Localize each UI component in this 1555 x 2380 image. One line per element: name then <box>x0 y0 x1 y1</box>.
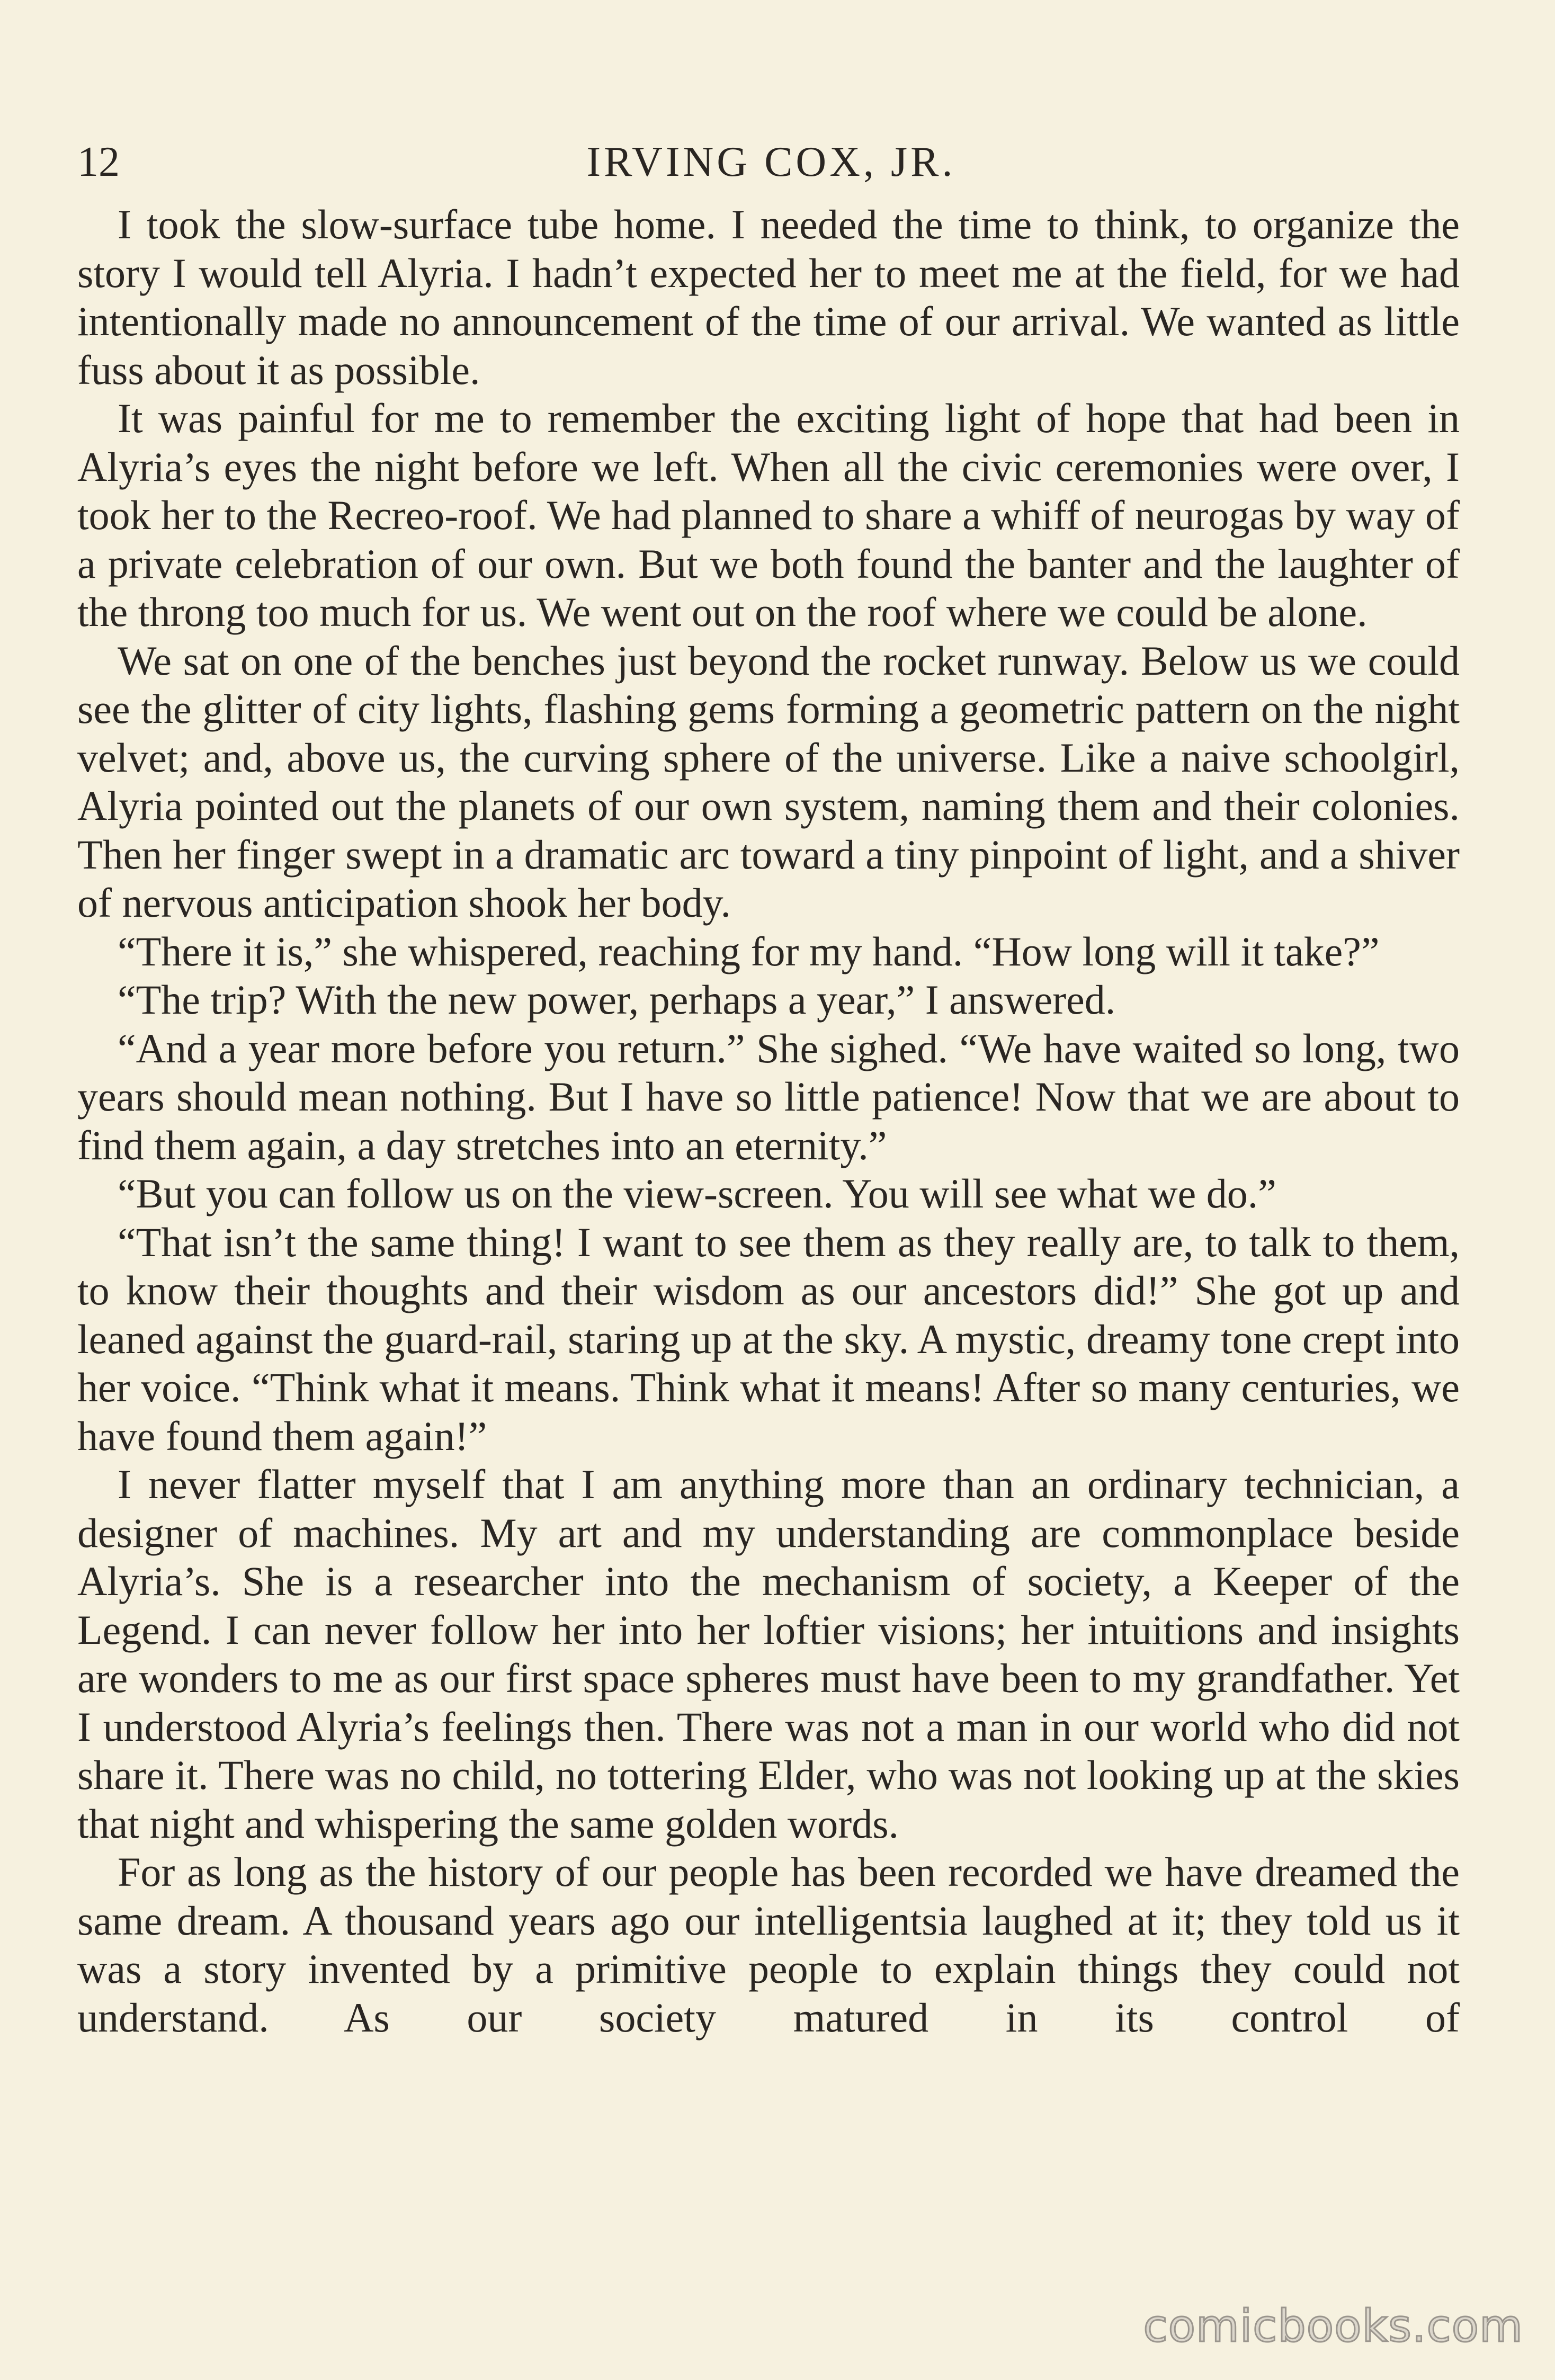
body-text <box>77 200 1460 2042</box>
paragraph: I never flatter myself that I am anything more than an ordinary technician, a designer of machines. My art and my understanding are commonplace beside Alyria’s. She is a researcher into the mechanism of society, a Keeper of the Legend. I can never follow her into her loftier visions; her intuitions and insights are wonders to me as our first space spheres must have been to my grandfather. Yet I understood Alyria’s feelings then. There was not a man in our world who did not share it. There was no child, no tottering Elder, who was not looking up at the skies that night and whispering the same golden words. <box>77 1461 1460 1847</box>
paragraph: “But you can follow us on the view-screen. You will see what we do.” <box>118 1170 1276 1216</box>
page-number: 12 <box>77 139 120 185</box>
page-header <box>77 137 1465 187</box>
running-head: IRVING COX, JR. <box>586 139 956 185</box>
paragraph: “There it is,” she whispered, reaching for my hand. “How long will it take?” <box>118 928 1380 974</box>
paragraph: “And a year more before you return.” She sighed. “We have waited so long, two years should mean nothing. But I have so little patience! Now that we are about to find them again, a day stretches into an eternity.” <box>77 1025 1460 1168</box>
paragraph: “That isn’t the same thing! I want to see them as they really are, to talk to them, to know their thoughts and their wisdom as our ancestors did!” She got up and leaned against the guard-rail, staring up at the sky. A mystic, dreamy tone crept into her voice. “Think what it means. Think what it means! After so many centuries, we have found them again!” <box>77 1219 1460 1459</box>
paragraph: “The trip? With the new power, perhaps a year,” I answered. <box>118 977 1116 1023</box>
paragraph: For as long as the history of our people has been recorded we have dreamed the same dream. A thousand years ago our intelligentsia laughed at it; they told us it was a story invented by a primitive people to explain things they could not understand. As our society matured in its control of <box>77 1849 1460 2041</box>
paragraph: We sat on one of the benches just beyond the rocket runway. Below us we could see the glitter of city lights, flashing gems forming a geometric pattern on the night velvet; and, above us, the curving sphere of the universe. Like a naive schoolgirl, Alyria pointed out the planets of our own system, naming them and their colonies. Then her finger swept in a dramatic arc toward a tiny pinpoint of light, and a shiver of nervous anticipation shook her body. <box>77 637 1460 926</box>
paragraph: It was painful for me to remember the exciting light of hope that had been in Alyria’s eyes the night before we left. When all the civic ceremonies were over, I took her to the Recreo-roof. We had planned to share a whiff of neurogas by way of a private celebration of our own. But we both found the banter and the laughter of the throng too much for us. We went out on the roof where we could be alone. <box>77 395 1460 635</box>
paragraph: I took the slow-surface tube home. I needed the time to think, to organize the story I would tell Alyria. I hadn’t expected her to meet me at the field, for we had intentionally made no announcement of the time of our arrival. We wanted as little fuss about it as possible. <box>77 201 1460 393</box>
watermark-logo: comicbooks.com <box>1143 2300 1523 2352</box>
